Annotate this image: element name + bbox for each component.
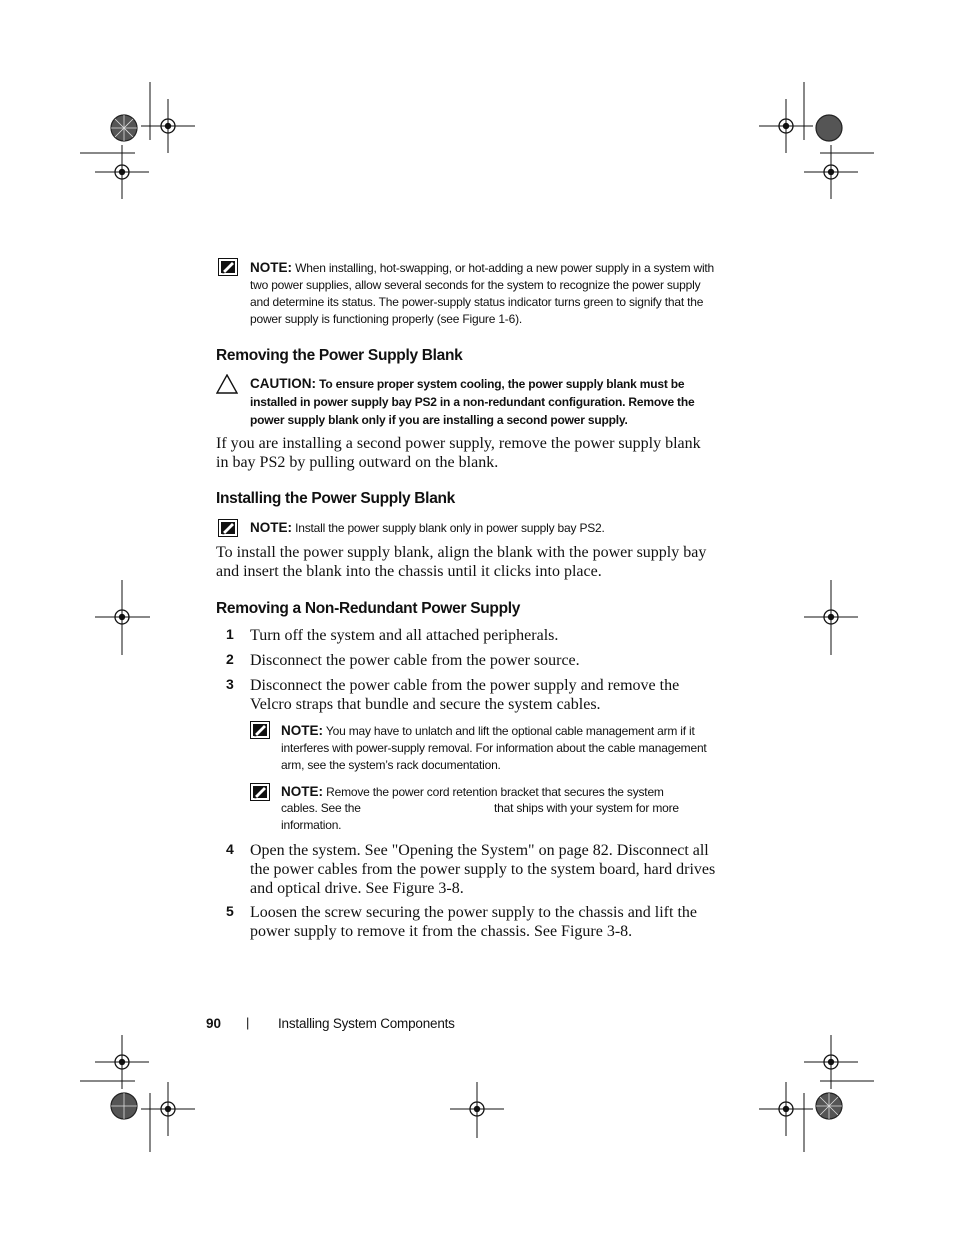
step-text: Disconnect the power cable from the power supply and remove the Velcro straps that bundle and secure the system cables.: [250, 677, 680, 713]
step-number: 5: [226, 903, 234, 919]
paragraph: If you are installing a second power supply, remove the power supply blank in bay PS2 by pulling outward on the blank.: [216, 435, 701, 471]
note-body: Install the power supply blank only in power supply bay PS2.: [295, 521, 605, 535]
step-text: Disconnect the power cable from the power source.: [250, 652, 580, 669]
paragraph: To install the power supply blank, align the blank with the power supply bay and insert the blank into the chassis until it clicks into place.: [216, 544, 707, 580]
section-heading: Removing the Power Supply Blank: [216, 347, 463, 364]
note-pencil-icon: [218, 519, 238, 537]
caution-body: To ensure proper system cooling, the power supply blank must be installed in power supply bay PS2 in a non-redundant configuration. Remove the power supply blank only if you are installing a second power supply.: [250, 377, 695, 427]
step-text: Loosen the screw securing the power supply to the chassis and lift the power supply to remove it from the chassis. See Figure 3-8.: [250, 904, 697, 940]
note-blank-bay: [250, 519, 716, 537]
caution-box: [250, 375, 716, 429]
section-heading: Removing a Non-Redundant Power Supply: [216, 600, 521, 617]
note-retention-line2b: that ships with your system for more: [494, 801, 679, 815]
note-body: Remove the power cord retention bracket that secures the system: [326, 785, 664, 799]
note-hot-swap: [250, 259, 716, 328]
chapter-title: Installing System Components: [278, 1016, 455, 1031]
step-number: 4: [226, 841, 234, 857]
note-retention-line1: [281, 783, 719, 801]
caution-label: CAUTION:: [250, 376, 316, 391]
note-pencil-icon: [250, 721, 270, 739]
note-label: NOTE:: [281, 784, 323, 799]
note-label: NOTE:: [250, 260, 292, 275]
note-label: NOTE:: [250, 520, 292, 535]
step-text: Turn off the system and all attached peripherals.: [250, 627, 559, 644]
note-body: You may have to unlatch and lift the optional cable management arm if it interferes with power-supply removal. For information about the cable management arm, see the system’s rack documentation.: [281, 724, 707, 772]
note-label: NOTE:: [281, 723, 323, 738]
note-pencil-icon: [250, 783, 270, 801]
note-retention-line2a: cables. See the: [281, 801, 361, 815]
step-number: 3: [226, 676, 234, 692]
note-body: When installing, hot-swapping, or hot-adding a new power supply in a system with two power supplies, allow several seconds for the system to recognize the power supply and determine its status. The power-supply status indicator turns green to signify that the power supply is functioning properly (see Figure 1-6).: [250, 261, 715, 326]
step-text: Open the system. See "Opening the System" on page 82. Disconnect all the power cables from the power supply to the system board, hard drives and optical drive. See Figure 3-8.: [250, 842, 716, 897]
footer-separator: |: [246, 1015, 250, 1030]
page-number: 90: [206, 1016, 222, 1031]
note-retention-line3: information.: [281, 818, 342, 832]
note-cable-arm: [281, 722, 719, 774]
caution-triangle-icon: [216, 374, 238, 399]
step-number: 1: [226, 626, 234, 642]
note-pencil-icon: [218, 258, 238, 276]
section-heading: Installing the Power Supply Blank: [216, 490, 456, 507]
step-number: 2: [226, 651, 234, 667]
